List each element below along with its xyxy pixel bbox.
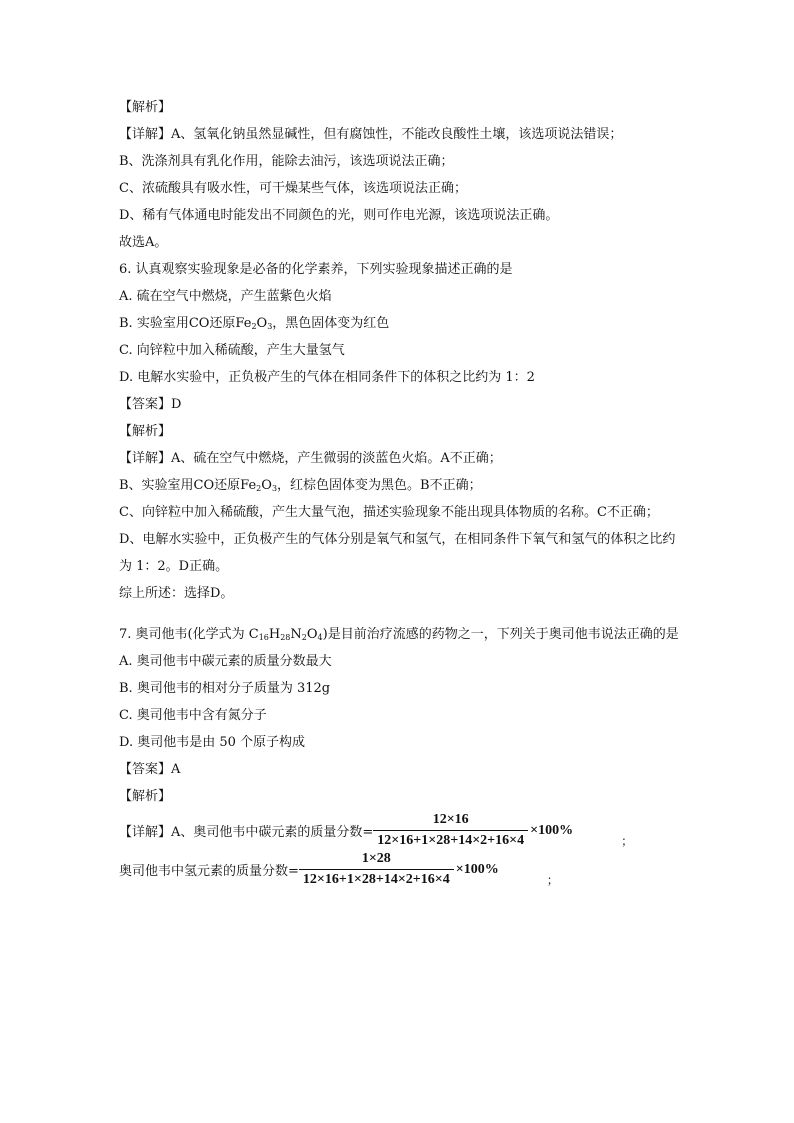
percent-multiplier: ×100% xyxy=(455,861,499,877)
question-7-answer: 【答案】A xyxy=(119,762,181,777)
detail-line: D、稀有气体通电时能发出不同颜色的光，则可作电光源，该选项说法正确。 xyxy=(119,208,559,223)
question-7-stem: 7. 奥司他韦(化学式为 $C_{16}H_{28}N_2O_4$)是目前治疗流感的药物之一，下列关于奥司他韦说法正确的是 xyxy=(119,627,679,642)
fraction-denominator: 12×16+1×28+14×2+16×4 xyxy=(377,833,525,848)
question-6-analysis-heading: 【解析】 xyxy=(119,424,172,439)
hydrogen-mass-fraction-formula xyxy=(119,851,679,888)
detail-line: B、洗涤剂具有乳化作用，能除去油污，该选项说法正确； xyxy=(119,154,454,169)
formula-tail: ； xyxy=(546,873,559,887)
fraction xyxy=(299,851,454,888)
conclusion-line: 故选A。 xyxy=(119,235,168,250)
fraction xyxy=(373,812,528,849)
question-6-detail-b: B、实验室用CO还原$Fe_2O_3$，红棕色固体变为黑色。B不正确； xyxy=(119,478,482,493)
formula-lead-text: 奥司他韦中氢元素的质量分数= xyxy=(119,864,299,879)
question-6-option-a: A. 硫在空气中燃烧，产生蓝紫色火焰 xyxy=(119,289,332,304)
formula-lead-text: 【详解】A、奥司他韦中碳元素的质量分数= xyxy=(119,825,374,840)
carbon-mass-fraction-formula xyxy=(119,812,679,849)
question-7-option-d: D. 奥司他韦是由 50 个原子构成 xyxy=(119,735,306,750)
question-7-option-b: B. 奥司他韦的相对分子质量为 312g xyxy=(119,681,331,696)
fraction-numerator: 1×28 xyxy=(299,851,454,870)
question-6-detail-a: 【详解】A、硫在空气中燃烧，产生微弱的淡蓝色火焰。A不正确； xyxy=(119,451,502,466)
question-7-option-c: C. 奥司他韦中含有氮分子 xyxy=(119,708,267,723)
question-7-analysis-heading: 【解析】 xyxy=(119,789,172,804)
question-6-option-d: D. 电解水实验中，正负极产生的气体在相同条件下的体积之比约为 1：2 xyxy=(119,370,535,385)
analysis-heading: 【解析】 xyxy=(119,100,172,115)
detail-line: C、浓硫酸具有吸水性，可干燥某些气体，该选项说法正确； xyxy=(119,181,467,196)
percent-multiplier: ×100% xyxy=(530,822,574,838)
document-page xyxy=(119,94,679,888)
detail-line: 【详解】A、氢氧化钠虽然显碱性，但有腐蚀性，不能改良酸性土壤，该选项说法错误； xyxy=(119,127,623,142)
question-7-option-a: A. 奥司他韦中碳元素的质量分数最大 xyxy=(119,654,332,669)
spacer xyxy=(119,607,679,621)
question-6-summary: 综上所述：选择D。 xyxy=(119,586,234,601)
question-6-option-b: B. 实验室用CO还原$Fe_2O_3$，黑色固体变为红色 xyxy=(119,316,390,331)
question-6-detail-d: D、电解水实验中，正负极产生的气体分别是氧气和氢气，在相同条件下氧气和氢气的体积之比约为 1：2。D正确。 xyxy=(119,532,676,574)
question-6-stem: 6. 认真观察实验现象是必备的化学素养，下列实验现象描述正确的是 xyxy=(119,262,513,277)
fraction-numerator: 12×16 xyxy=(373,812,528,831)
question-6-option-c: C. 向锌粒中加入稀硫酸，产生大量氢气 xyxy=(119,343,345,358)
fraction-denominator: 12×16+1×28+14×2+16×4 xyxy=(302,872,450,887)
formula-tail: ； xyxy=(621,834,634,848)
question-6-answer: 【答案】D xyxy=(119,397,182,412)
question-6-detail-c: C、向锌粒中加入稀硫酸，产生大量气泡，描述实验现象不能出现具体物质的名称。C不正确； xyxy=(119,505,659,520)
